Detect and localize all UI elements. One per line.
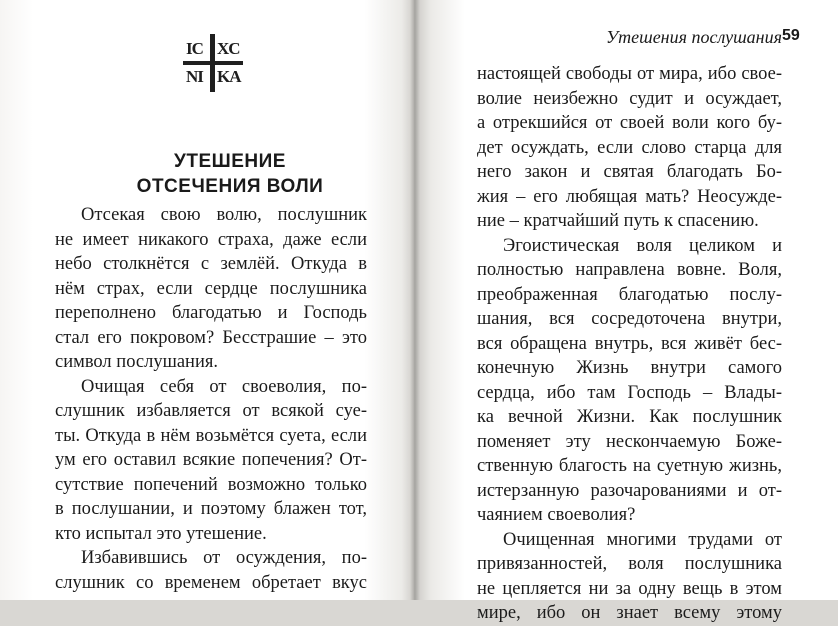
monogram-bottom-right: KA bbox=[217, 67, 241, 86]
chapter-title-line-2: ОТСЕЧЕНИЯ ВОЛИ bbox=[136, 176, 324, 197]
text-line: ка вечной Жизни. Как послушник bbox=[477, 407, 782, 427]
book-gutter bbox=[410, 0, 420, 600]
text-line: стал его покровом? Бесстрашие – это bbox=[55, 327, 367, 348]
ic-xc-nika-cross-icon bbox=[183, 34, 243, 92]
text-line: ние – кратчайший путь к спасению. bbox=[477, 211, 759, 231]
left-body-text bbox=[55, 203, 367, 595]
text-line: а отрекшийся от своей воли кого бу- bbox=[477, 113, 782, 133]
monogram-bottom-left: NI bbox=[186, 67, 203, 86]
text-line: ственную благость на суетную жизнь, bbox=[477, 456, 782, 476]
text-line: поменяет эту нескончаемую Боже- bbox=[477, 431, 782, 452]
text-line: ты. Откуда в нём возьмётся суета, если bbox=[55, 425, 367, 446]
text-line: мире, ибо он знает всему этому bbox=[477, 603, 782, 623]
text-line: жия – его любящая мать? Неосужде- bbox=[477, 186, 782, 207]
right-body-text bbox=[477, 62, 782, 626]
text-line: дет осуждать, если слово старца для bbox=[477, 137, 782, 158]
text-line: вся обращена внутрь, вся живёт бес- bbox=[477, 333, 782, 354]
text-line: символ послушания. bbox=[55, 352, 218, 372]
text-line: него закон и святая благодать Бо- bbox=[477, 162, 782, 182]
text-line: Очищенная многими трудами от bbox=[503, 529, 782, 550]
text-line: шания, вся сосредоточена внутри, bbox=[477, 309, 782, 329]
text-line: переполнено благодатью и Господь bbox=[55, 303, 367, 323]
text-line: Очищая себя от своеволия, по- bbox=[81, 376, 367, 397]
monogram-top-left: IC bbox=[186, 39, 203, 58]
cross-horizontal-bar bbox=[183, 61, 243, 65]
chapter-title-line-1: УТЕШЕНИЕ bbox=[174, 151, 286, 172]
text-line: ум его оставил всякие попечения? От- bbox=[55, 450, 367, 470]
text-line: волие неизбежно судит и осуждает, bbox=[477, 88, 782, 109]
text-line: конечную Жизнь внутри самого bbox=[477, 358, 782, 378]
text-line: слушник избавляется от всякой суе- bbox=[55, 401, 367, 421]
text-line: чаянием своеволия? bbox=[477, 505, 636, 525]
left-page bbox=[0, 0, 414, 600]
text-line: небо столкнётся с землёй. Откуда в bbox=[55, 254, 367, 274]
text-line: преображенная благодатью послу- bbox=[477, 284, 782, 305]
text-line: сердца, ибо там Господь – Влады- bbox=[477, 382, 782, 403]
text-line: нём страх, если сердце послушника bbox=[55, 278, 367, 299]
text-line: в послушании, и поэтому блажен тот, bbox=[55, 499, 367, 519]
text-line: Эгоистическая воля целиком и bbox=[503, 235, 782, 256]
text-line: сутствие попечений возможно только bbox=[55, 474, 367, 495]
page-number: 59 bbox=[782, 27, 800, 44]
text-line: слушник со временем обретает вкус bbox=[55, 572, 367, 593]
monogram-top-right: XC bbox=[217, 39, 240, 58]
text-line: настоящей свободы от мира, ибо свое- bbox=[477, 64, 782, 84]
text-line: привязанностей, воля послушника bbox=[477, 554, 782, 574]
text-line: полностью направлена вовне. Воля, bbox=[477, 260, 782, 280]
running-header: Утешения послушания bbox=[606, 27, 782, 47]
text-line: кто испытал это утешение. bbox=[55, 523, 267, 544]
text-line: не имеет никакого страха, даже если bbox=[55, 229, 367, 250]
text-line: истерзанную разочарованиями и от- bbox=[477, 480, 782, 501]
text-line: Отсекая свою волю, послушник bbox=[81, 205, 367, 225]
text-line: не цепляется ни за одну вещь в этом bbox=[477, 578, 782, 599]
text-line: Избавившись от осуждения, по- bbox=[81, 548, 367, 568]
